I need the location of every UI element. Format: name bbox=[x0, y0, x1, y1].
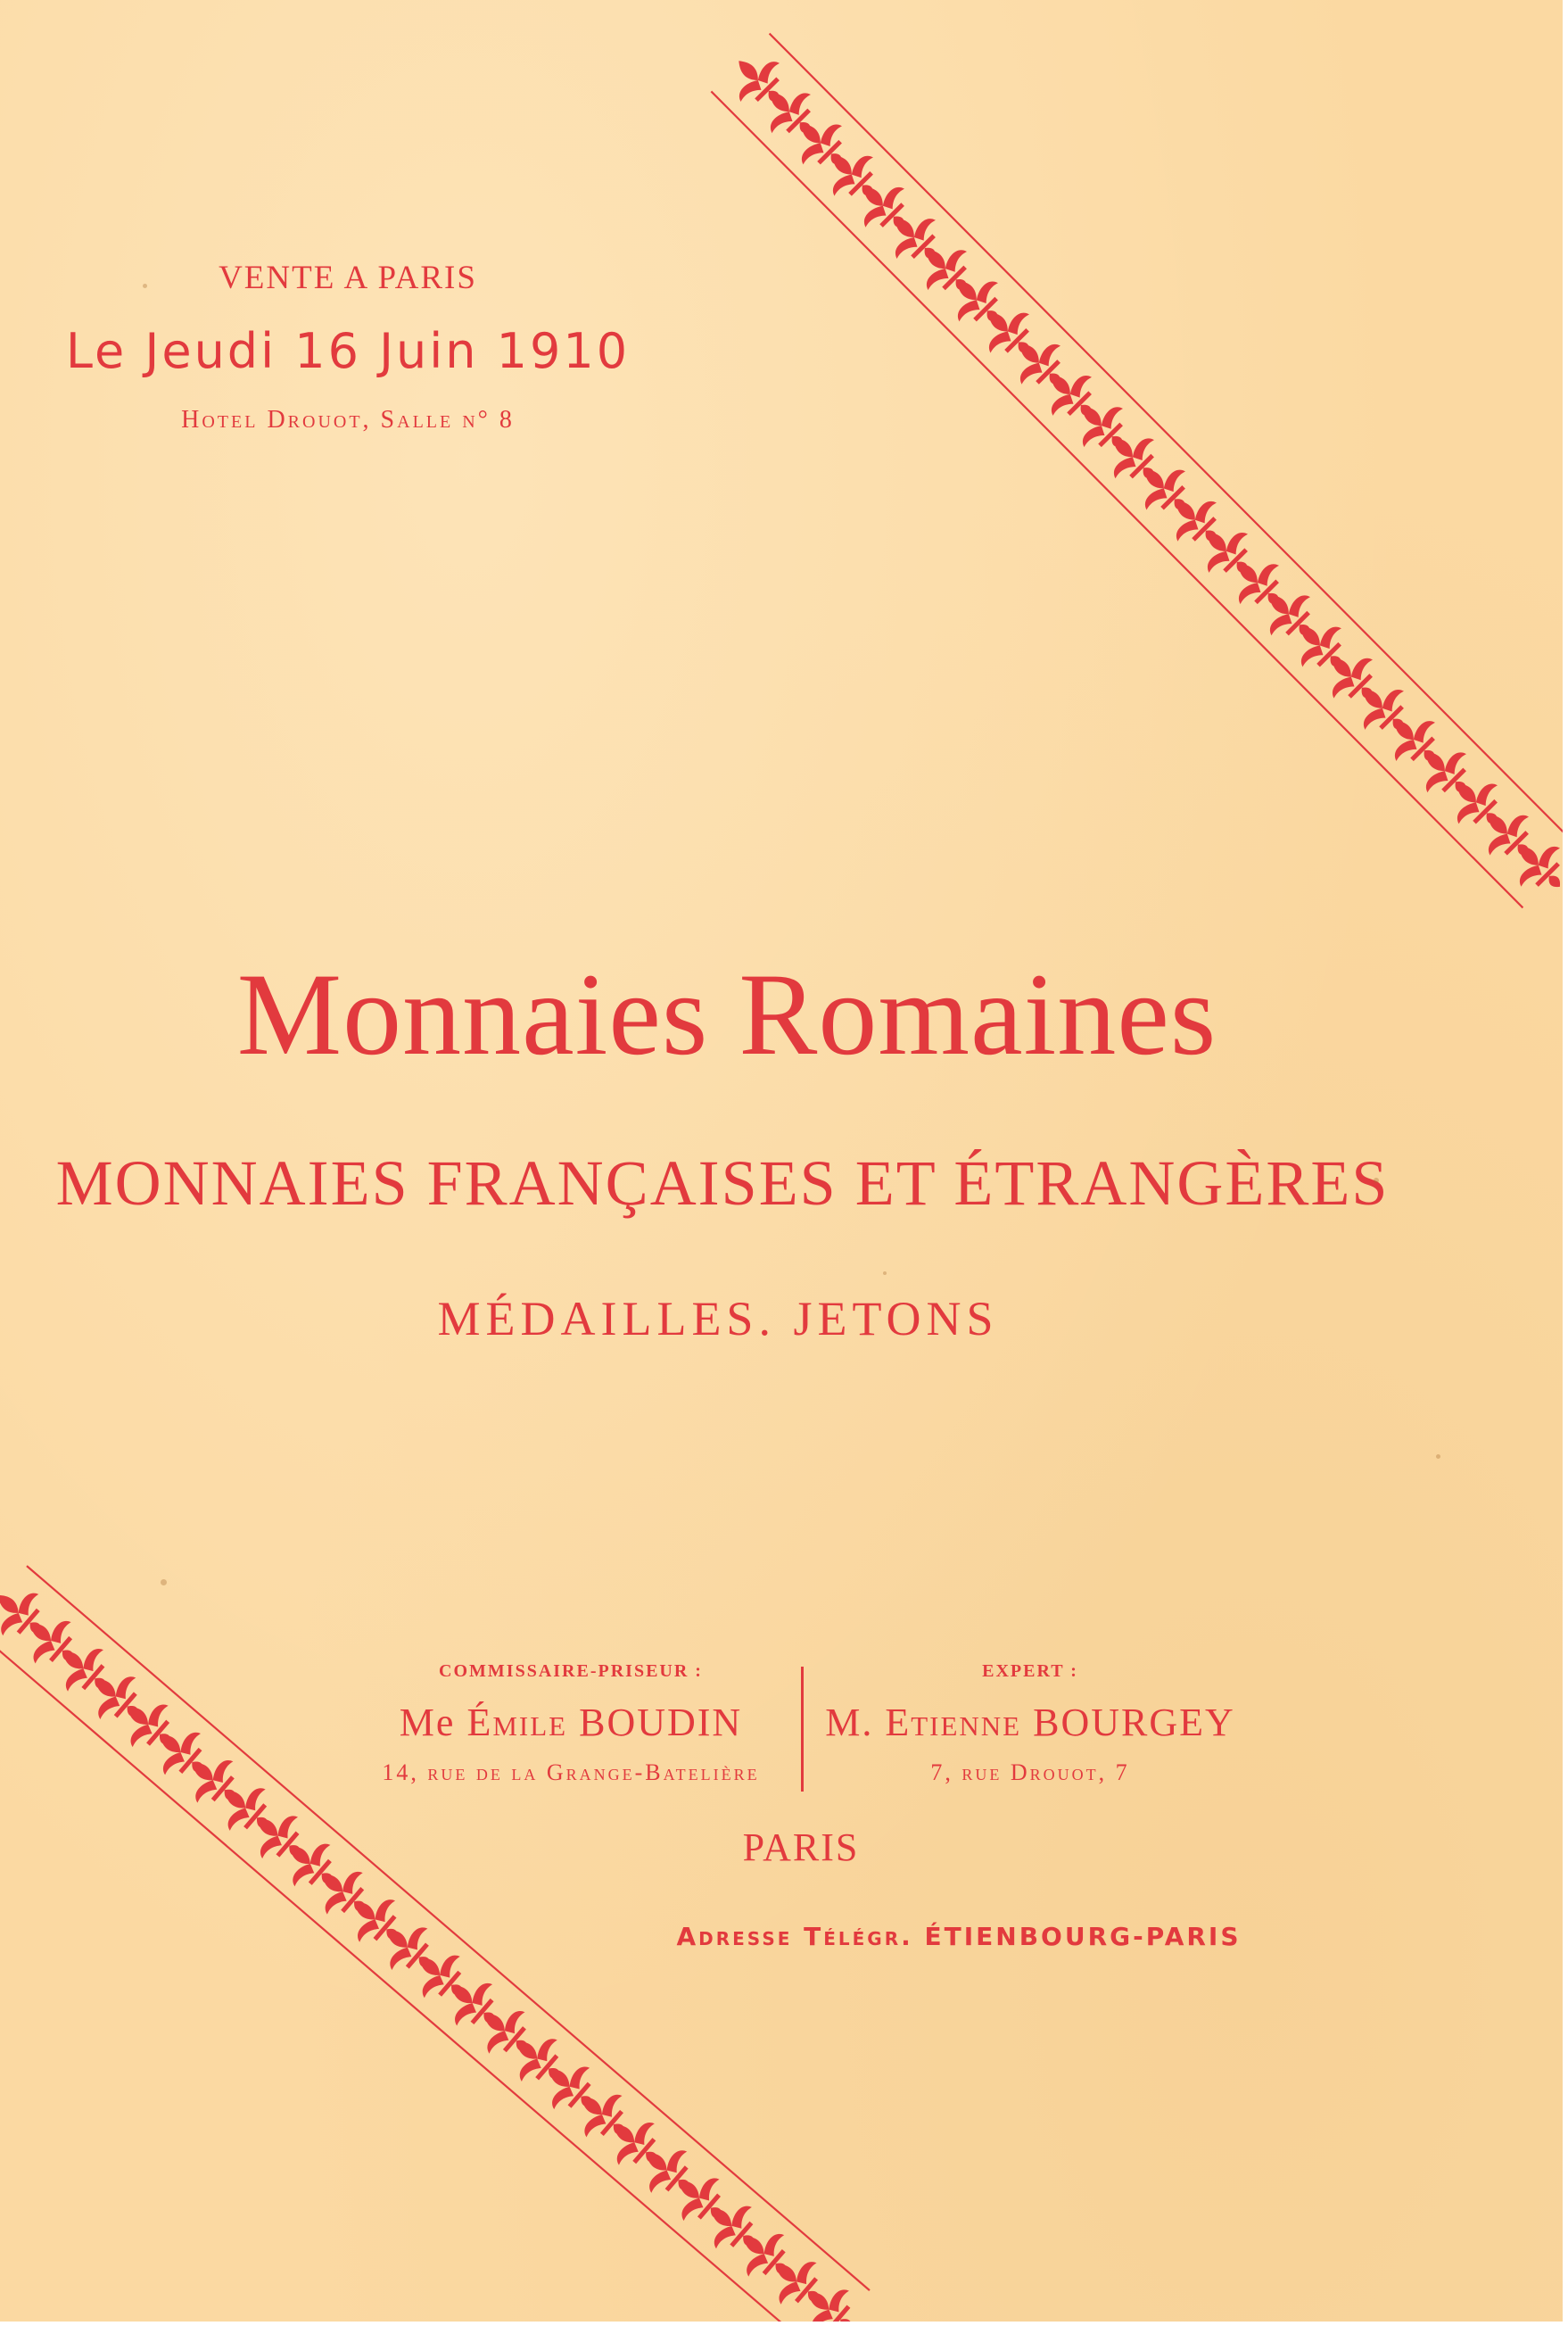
auctioneer-family-name: BOUDIN bbox=[579, 1701, 743, 1744]
auctioneer-address: 14, rue de la Grange-Batelière bbox=[382, 1759, 760, 1785]
expert-name bbox=[825, 1700, 1235, 1745]
auctioneer-label: COMMISSAIRE-PRISEUR : bbox=[439, 1661, 703, 1681]
paper-speck bbox=[1436, 1454, 1440, 1459]
catalogue-title: Monnaies Romaines bbox=[236, 948, 1217, 1080]
paper-speck bbox=[161, 1579, 167, 1585]
expert-prefix: M. bbox=[825, 1701, 886, 1744]
telegraph-address: Adresse Télégr. ÉTIENBOURG-PARIS bbox=[676, 1922, 1242, 1951]
paper-speck bbox=[143, 284, 147, 288]
column-divider bbox=[801, 1667, 804, 1792]
sale-venue: Hotel Drouot, Salle n° 8 bbox=[181, 406, 515, 434]
expert-given-name: Etienne bbox=[885, 1701, 1022, 1744]
auctioneer-given-name: Émile bbox=[466, 1701, 568, 1744]
sale-date: Le Jeudi 16 Juin 1910 bbox=[65, 323, 631, 379]
paper-speck bbox=[1374, 1178, 1379, 1183]
expert-address: 7, rue Drouot, 7 bbox=[930, 1759, 1130, 1785]
expert-family-name: BOURGEY bbox=[1033, 1701, 1235, 1744]
catalogue-subtitle: MONNAIES FRANÇAISES ET ÉTRANGÈRES bbox=[55, 1147, 1390, 1219]
paper-speck bbox=[883, 1271, 887, 1275]
auctioneer-name bbox=[400, 1700, 742, 1745]
expert-label: EXPERT : bbox=[982, 1661, 1078, 1681]
sale-title: VENTE A PARIS bbox=[219, 260, 477, 296]
catalogue-subtitle-secondary: MÉDAILLES. JETONS bbox=[437, 1292, 999, 1345]
city-name: PARIS bbox=[742, 1825, 860, 1869]
auctioneer-prefix: Me bbox=[399, 1701, 467, 1744]
